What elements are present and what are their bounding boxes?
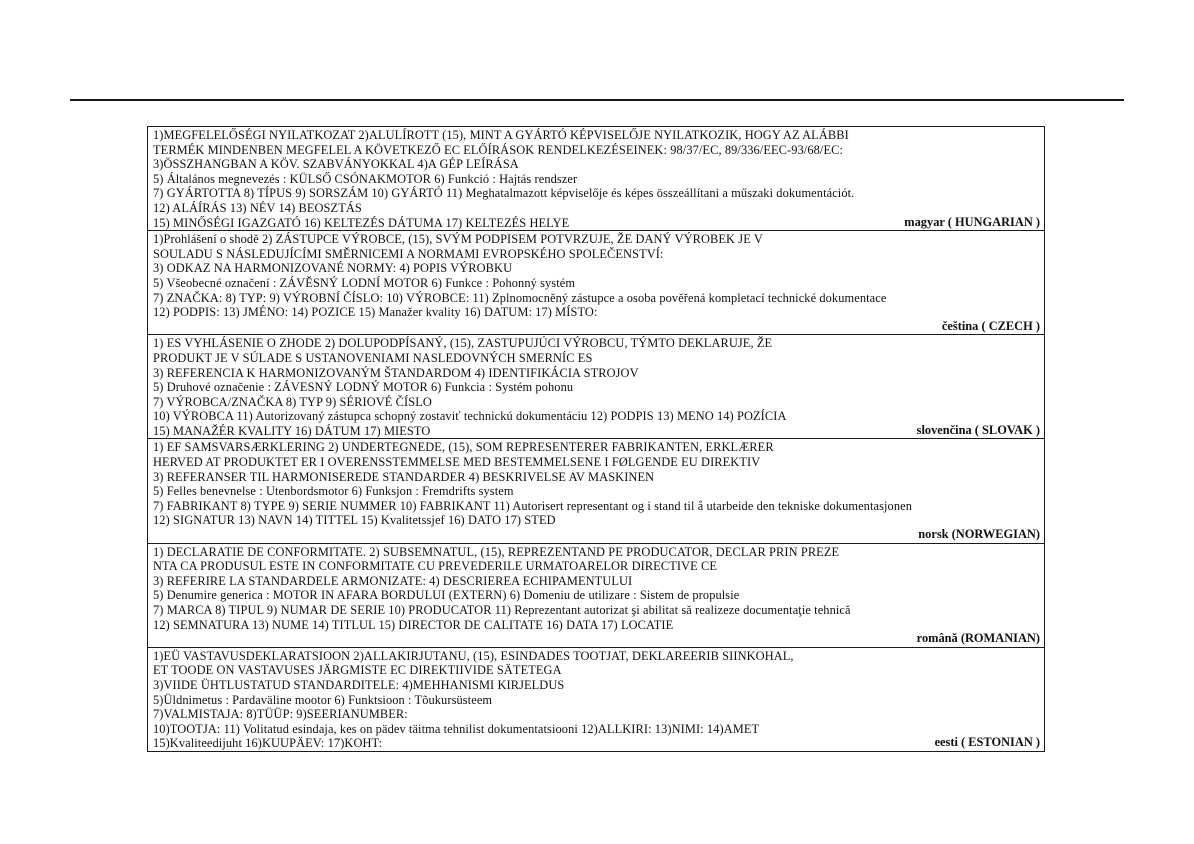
text-line: 5) Denumire generica : MOTOR IN AFARA BORDULUI (EXTERN) 6) Domeniu de utilizare : Sistem de propulsie (153, 588, 740, 603)
text-line: 5) Druhové označenie : ZÁVESNÝ LODNÝ MOTOR 6) Funkcia : Systém pohonu (153, 380, 574, 395)
text-line: 15) MINŐSÉGI IGAZGATÓ 16) KELTEZÉS DÁTUMA 17) KELTEZÉS HELYE (153, 215, 570, 230)
text-line: ET TOODE ON VASTAVUSES JÄRGMISTE EC DIREKTIIVIDE SÄTETEGA (153, 663, 562, 678)
language-label: eesti ( ESTONIAN ) (934, 735, 1040, 750)
section-estonian (148, 647, 1044, 751)
text-line (153, 320, 1040, 335)
text-line: 7) MARCA 8) TIPUL 9) NUMAR DE SERIE 10) PRODUCATOR 11) Reprezentant autorizat şi abilitat să realizeze documentaţie tehnică (153, 603, 851, 617)
text-line: 7)VALMISTAJA: 8)TÜÜP: 9)SEERIANUMBER: (153, 707, 408, 722)
section-czech (148, 230, 1044, 334)
text-line: 3) REFERANSER TIL HARMONISEREDE STANDARDER 4) BESKRIVELSE AV MASKINEN (153, 469, 655, 484)
text-line: 5) Általános megnevezés : KÜLSŐ CSÓNAKMOTOR 6) Funkció : Hajtás rendszer (153, 171, 578, 186)
text-line: 1)EÜ VASTAVUSDEKLARATSIOON 2)ALLAKIRJUTANU, (15), ESINDADES TOOTJAT, DEKLAREERIB SIINKOHAL, (153, 648, 794, 663)
text-line: 12) PODPIS: 13) JMÉNO: 14) POZICE 15) Manažer kvality 16) DATUM: 17) MÍSTO: (153, 305, 598, 320)
section-romanian (148, 543, 1044, 647)
text-line: 7) FABRIKANT 8) TYPE 9) SERIE NUMMER 10) FABRIKANT 11) Autorisert representant og i stand til å utarbeide den tekniske dokumentasjonen (153, 498, 913, 513)
text-line: 15)Kvaliteedijuht 16)KUUPÄEV: 17)KOHT: (153, 736, 383, 751)
text-line: 1)Prohlášení o shodě 2) ZÁSTUPCE VÝROBCE, (15), SVÝM PODPISEM POTVRZUJE, ŽE DANÝ VÝROBEK JE V (153, 232, 763, 247)
text-line: 1) ES VYHLÁSENIE O ZHODE 2) DOLUPODPÍSANÝ, (15), ZASTUPUJÚCI VÝROBCU, TÝMTO DEKLARUJE, ŽE (153, 336, 773, 351)
text-line: 10) VÝROBCA 11) Autorizovaný zástupca schopný zostaviť technickú dokumentáciu 12) PODPIS 13) MENO 14) POZÍCIA (153, 409, 787, 424)
language-label: slovenčina ( SLOVAK ) (916, 422, 1040, 437)
language-label: magyar ( HUNGARIAN ) (904, 214, 1040, 229)
language-label: română (ROMANIAN) (916, 631, 1040, 646)
header-rule (70, 99, 1124, 101)
text-line: PRODUKT JE V SÚLADE S USTANOVENIAMI NASLEDOVNÝCH SMERNÍC ES (153, 350, 593, 365)
section-norwegian (148, 438, 1044, 542)
text-line: 1) DECLARATIE DE CONFORMITATE. 2) SUBSEMNATUL, (15), REPREZENTAND PE PRODUCATOR, DECLAR PRIN PREZE (153, 544, 840, 559)
text-line: 1) EF SAMSVARSÆRKLERING 2) UNDERTEGNEDE, (15), SOM REPRESENTERER FABRIKANTEN, ERKLÆRER (153, 440, 774, 455)
text-line: 7) VÝROBCA/ZNAČKA 8) TYP 9) SÉRIOVÉ ČÍSLO (153, 394, 432, 409)
text-line: NTA CA PRODUSUL ESTE IN CONFORMITATE CU PREVEDERILE URMATOARELOR DIRECTIVE CE (153, 559, 717, 574)
text-line: 12) ALÁÍRÁS 13) NÉV 14) BEOSZTÁS (153, 200, 362, 215)
section-hungarian (148, 127, 1044, 230)
text-line: 5)Üldnimetus : Pardaväline mootor 6) Funktsioon : Tõukursüsteem (153, 692, 493, 707)
text-line: 3)ÖSSZHANGBAN A KÖV. SZABVÁNYOKKAL 4)A GÉP LEÍRÁSA (153, 157, 519, 172)
text-line: HERVED AT PRODUKTET ER I OVERENSSTEMMELSE MED BESTEMMELSENE I FØLGENDE EU DIREKTIV (153, 455, 761, 470)
text-line: SOULADU S NÁSLEDUJÍCÍMI SMĚRNICEMI A NORMAMI EVROPSKÉHO SPOLEČENSTVÍ: (153, 246, 664, 261)
section-slovak (148, 334, 1044, 438)
language-label: norsk (NORWEGIAN) (918, 527, 1040, 542)
declaration-table (147, 126, 1045, 752)
text-line: 3) REFERENCIA K HARMONIZOVANÝM ŠTANDARDOM 4) IDENTIFIKÁCIA STROJOV (153, 365, 639, 380)
text-line (153, 528, 1040, 543)
text-line: 15) MANAŽÉR KVALITY 16) DÁTUM 17) MIESTO (153, 423, 431, 438)
text-line: TERMÉK MINDENBEN MEGFELEL A KÖVETKEZŐ EC ELŐÍRÁSOK RENDELKEZÉSEINEK: 98/37/EC, 89/336/EEC-93/68/EC: (153, 142, 844, 157)
text-line: 3)VIIDE ÜHTLUSTATUD STANDARDITELE: 4)MEHHANISMI KIRJELDUS (153, 677, 565, 692)
text-line: 12) SIGNATUR 13) NAVN 14) TITTEL 15) Kvalitetssjef 16) DATO 17) STED (153, 513, 556, 528)
text-line: 1)MEGFELELŐSÉGI NYILATKOZAT 2)ALULÍROTT (15), MINT A GYÁRTÓ KÉPVISELŐJE NYILATKOZIK, HOGY AZ ALÁBBI (153, 128, 849, 142)
text-line: 12) SEMNATURA 13) NUME 14) TITLUL 15) DIRECTOR DE CALITATE 16) DATA 17) LOCATIE (153, 617, 674, 632)
text-line: 3) ODKAZ NA HARMONIZOVANÉ NORMY: 4) POPIS VÝROBKU (153, 261, 513, 276)
text-line (153, 632, 1040, 647)
text-line: 5) Felles benevnelse : Utenbordsmotor 6) Funksjon : Fremdrifts system (153, 484, 514, 499)
text-line: 5) Všeobecné označení : ZÁVĚSNÝ LODNÍ MOTOR 6) Funkce : Pohonný systém (153, 275, 576, 290)
text-line: 7) GYÁRTOTTA 8) TÍPUS 9) SORSZÁM 10) GYÁRTÓ 11) Meghatalmazott képviselője és képes összeállítani a műszaki dokumentációt. (153, 186, 855, 201)
text-line: 3) REFERIRE LA STANDARDELE ARMONIZATE: 4) DESCRIEREA ECHIPAMENTULUI (153, 573, 633, 588)
text-line: 7) ZNAČKA: 8) TYP: 9) VÝROBNÍ ČÍSLO: 10) VÝROBCE: 11) Zplnomocněný zástupce a osoba pověřená kompletací technické dokumentace (153, 290, 887, 305)
text-line: 10)TOOTJA: 11) Volitatud esindaja, kes on pädev täitma tehnilist dokumentatsiooni 12)ALLKIRI: 13)NIMI: 14)AMET (153, 721, 760, 736)
language-label: čeština ( CZECH ) (941, 318, 1040, 333)
